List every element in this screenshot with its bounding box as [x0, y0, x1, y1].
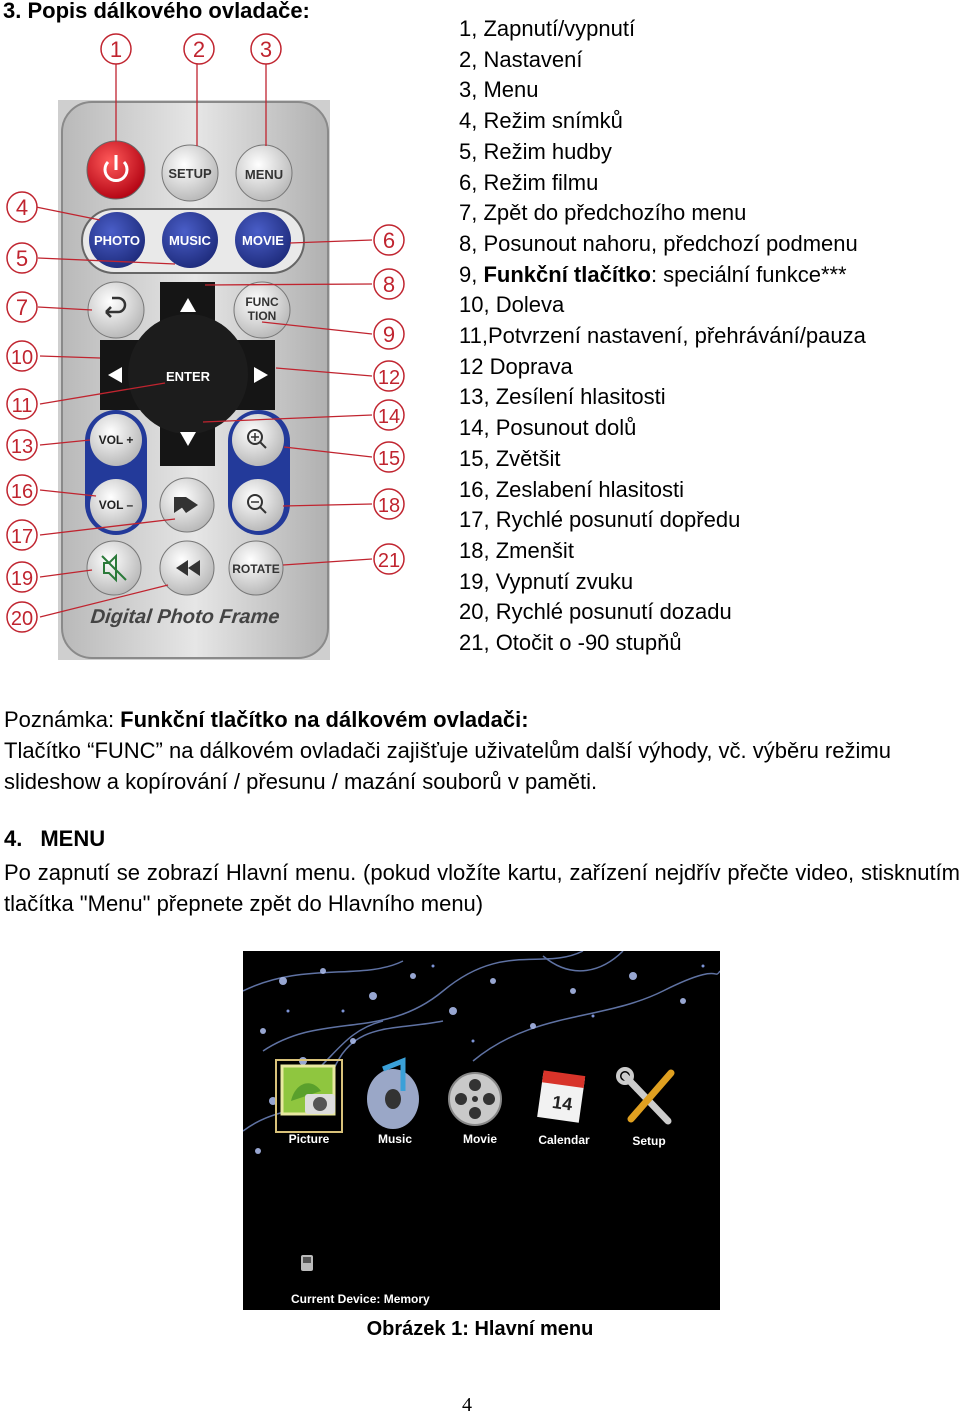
- svg-text:VOL –: VOL –: [98, 498, 134, 512]
- callout-13: [7, 430, 37, 460]
- legend-item: 8, Posunout nahoru, předchozí podmenu: [459, 230, 858, 256]
- note-paragraph: [4, 704, 960, 797]
- legend-item: 6, Režim filmu: [459, 169, 599, 195]
- legend-item: 2, Nastavení: [459, 46, 583, 72]
- callout-6: [374, 225, 404, 255]
- figure-caption: Obrázek 1: Hlavní menu: [366, 1318, 594, 1340]
- svg-text:8: 8: [382, 272, 396, 297]
- movie-button: [235, 212, 291, 268]
- svg-text:MUSIC: MUSIC: [169, 233, 211, 248]
- svg-text:16: 16: [10, 481, 34, 503]
- callout-16: [7, 475, 37, 505]
- callout-20: [7, 602, 37, 632]
- callout-2: [184, 34, 214, 64]
- legend-item: 9, Funkční tlačítko: speciální funkce***: [459, 261, 847, 287]
- note-title: Funkční tlačítko na dálkovém ovladači:: [120, 707, 529, 732]
- legend-item: 7, Zpět do předchozího menu: [459, 200, 747, 226]
- picture-icon: [282, 1066, 335, 1114]
- callout-7: [7, 292, 37, 322]
- legend-item: 13, Zesílení hlasitosti: [459, 384, 666, 410]
- callout-5: [7, 243, 37, 273]
- svg-text:4: 4: [15, 195, 29, 220]
- svg-text:1: 1: [109, 37, 123, 62]
- legend-item: 11,Potvrzení nastavení, přehrávání/pauza: [459, 323, 866, 349]
- back-button: [88, 282, 144, 338]
- svg-text:5: 5: [15, 246, 29, 271]
- svg-text:MENU: MENU: [244, 167, 284, 182]
- zoom-out-button: [232, 479, 284, 531]
- power-button: [87, 141, 145, 199]
- func-button: [234, 282, 290, 338]
- page-number: 4: [462, 1394, 472, 1416]
- photo-button: [89, 212, 145, 268]
- svg-text:18: 18: [377, 495, 401, 517]
- svg-text:Movie: Movie: [462, 1132, 498, 1146]
- svg-text:MOVIE: MOVIE: [242, 233, 284, 248]
- film-reel-icon: [449, 1073, 501, 1125]
- legend-item: 4, Režim snímků: [459, 108, 623, 134]
- note-label: Poznámka:: [4, 707, 121, 732]
- legend-item: 12 Doprava: [459, 353, 573, 379]
- svg-text:11: 11: [11, 395, 33, 417]
- callout-8: [374, 269, 404, 299]
- svg-text:12: 12: [377, 367, 401, 389]
- rewind-button: [160, 541, 214, 595]
- svg-text:Calendar: Calendar: [538, 1133, 590, 1147]
- legend-item: 14, Posunout dolů: [459, 415, 637, 441]
- section-number: 4.: [4, 826, 23, 851]
- fast-forward-button: [160, 478, 214, 532]
- button-legend: [459, 14, 866, 659]
- svg-text:Picture: Picture: [288, 1132, 330, 1146]
- legend-item: 10, Doleva: [459, 292, 565, 318]
- callout-14: [374, 400, 404, 430]
- callout-4: [7, 192, 37, 222]
- legend-item: 3, Menu: [459, 77, 539, 103]
- music-button: [162, 212, 218, 268]
- svg-text:19: 19: [10, 568, 34, 590]
- svg-text:Setup: Setup: [632, 1134, 666, 1148]
- callout-10: [7, 341, 37, 371]
- remote-svg: [0, 30, 440, 670]
- callout-11: [7, 389, 37, 419]
- memory-device-icon: [301, 1255, 313, 1271]
- callout-18: [374, 489, 404, 519]
- callout-21: [374, 544, 404, 574]
- callout-1: [101, 34, 131, 64]
- rotate-button: [229, 541, 283, 595]
- callout-19: [7, 562, 37, 592]
- svg-text:TION: TION: [247, 309, 277, 323]
- callout-3: [251, 34, 281, 64]
- section-4-heading: [4, 826, 105, 852]
- svg-text:Music: Music: [377, 1132, 413, 1146]
- svg-text:FUNC: FUNC: [245, 295, 279, 309]
- legend-item: 1, Zapnutí/vypnutí: [459, 16, 636, 41]
- svg-text:7: 7: [15, 295, 29, 320]
- svg-text:6: 6: [382, 228, 396, 253]
- current-device-status: Current Device: Memory: [291, 1292, 430, 1306]
- legend-item: 19, Vypnutí zvuku: [459, 568, 634, 594]
- svg-text:ROTATE: ROTATE: [232, 562, 280, 576]
- calendar-icon: [537, 1070, 585, 1122]
- note-text: Tlačítko “FUNC” na dálkovém ovladači zajišťuje uživatelům další výhody, vč. výběru režimu slideshow a kopírování / přesunu / mazání souborů v paměti.: [4, 738, 891, 794]
- svg-text:2: 2: [192, 37, 206, 62]
- callout-9: [374, 319, 404, 349]
- legend-item: 20, Rychlé posunutí dozadu: [459, 599, 732, 625]
- section-heading: 3. Popis dálkového ovladače:: [3, 0, 310, 23]
- svg-text:10: 10: [10, 347, 34, 369]
- svg-text:15: 15: [377, 448, 401, 470]
- svg-text:3: 3: [259, 37, 273, 62]
- svg-text:14: 14: [377, 406, 401, 428]
- brand-label: Digital Photo Frame: [89, 606, 281, 628]
- remote-illustration: [0, 30, 440, 670]
- legend-item: 15, Zvětšit: [459, 445, 561, 471]
- calendar-day: 14: [550, 1091, 574, 1115]
- svg-text:13: 13: [10, 436, 34, 458]
- vol-plus-button: [90, 414, 142, 466]
- callout-12: [374, 361, 404, 391]
- svg-text:9: 9: [382, 322, 396, 347]
- menu-button: [236, 145, 292, 201]
- legend-item: 5, Režim hudby: [459, 138, 612, 164]
- enter-label: ENTER: [165, 369, 211, 384]
- svg-text:PHOTO: PHOTO: [94, 233, 140, 248]
- legend-item: 16, Zeslabení hlasitosti: [459, 476, 685, 502]
- legend-item: 18, Zmenšit: [459, 537, 574, 563]
- svg-text:21: 21: [377, 550, 401, 572]
- svg-text:VOL +: VOL +: [98, 433, 134, 447]
- mute-button: [87, 541, 141, 595]
- setup-button: [162, 145, 218, 201]
- section-4-text: Po zapnutí se zobrazí Hlavní menu. (pokud vložíte kartu, zařízení nejdřív přečte video, stisknutím tlačítka "Menu" přepnete zpět do Hlavního menu): [4, 860, 960, 916]
- callout-17: [7, 520, 37, 550]
- callout-15: [374, 442, 404, 472]
- zoom-in-button: [232, 414, 284, 466]
- main-menu-screenshot: [243, 951, 720, 1310]
- legend-item: 17, Rychlé posunutí dopředu: [459, 507, 741, 533]
- section-title: MENU: [40, 826, 106, 851]
- svg-text:SETUP: SETUP: [168, 166, 212, 181]
- svg-text:20: 20: [10, 608, 34, 630]
- legend-item: 21, Otočit o -90 stupňů: [459, 630, 682, 656]
- svg-text:17: 17: [10, 526, 34, 548]
